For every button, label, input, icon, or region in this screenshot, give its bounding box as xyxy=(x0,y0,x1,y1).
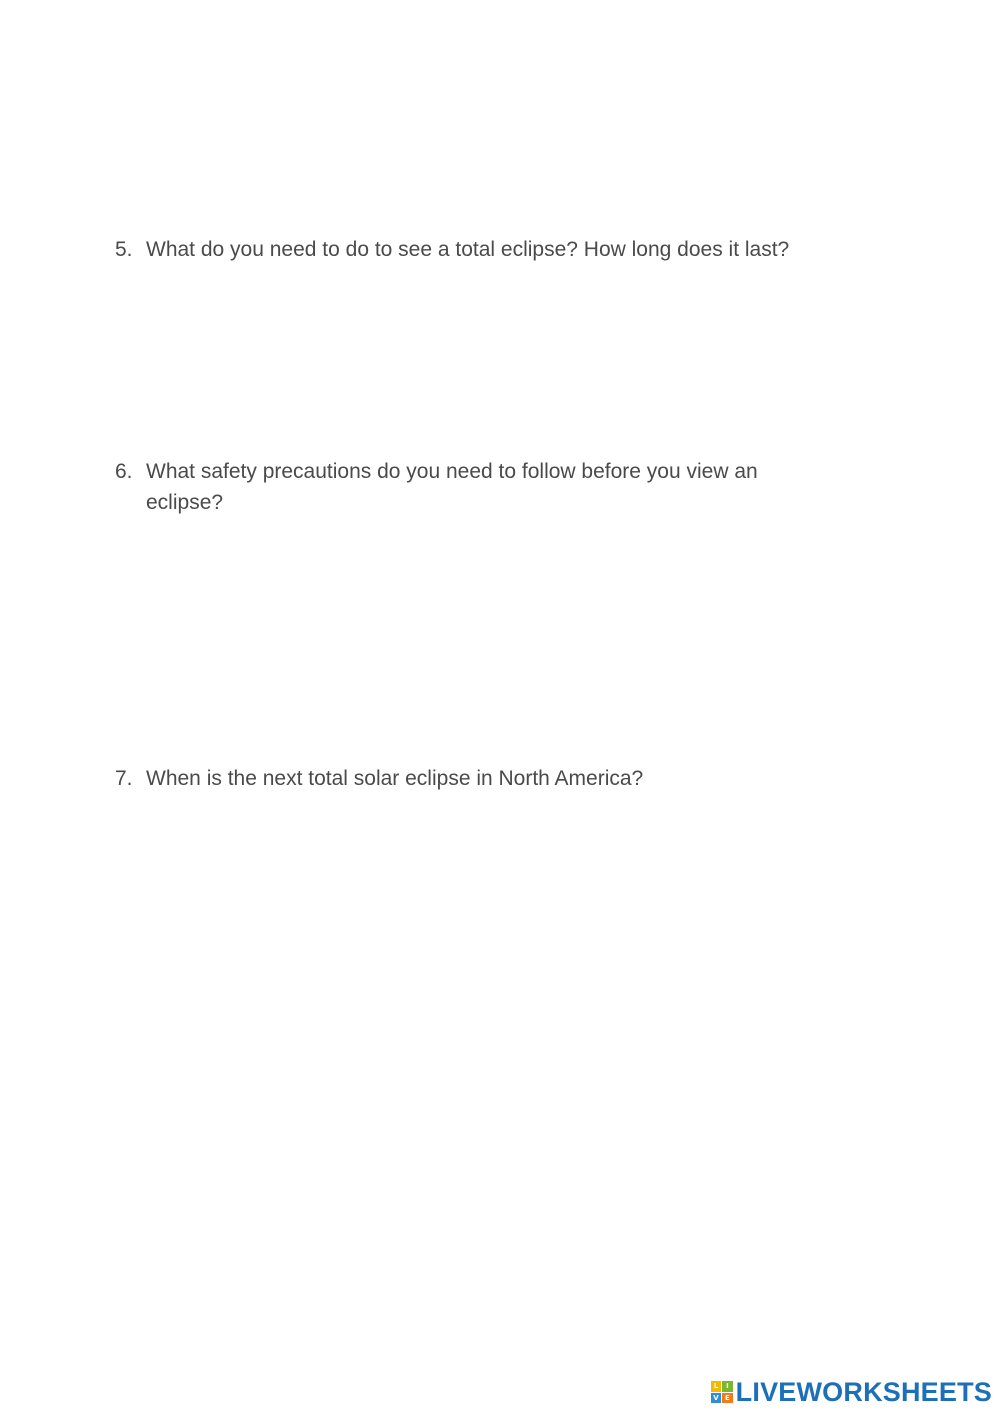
question-7 xyxy=(115,763,835,794)
logo-square: V xyxy=(711,1393,722,1404)
liveworksheets-logo-icon xyxy=(711,1381,733,1403)
question-5 xyxy=(115,234,835,265)
question-6 xyxy=(115,456,835,518)
question-text: What safety precautions do you need to follow before you view an eclipse? xyxy=(146,460,758,514)
question-text: What do you need to do to see a total eclipse? How long does it last? xyxy=(146,238,790,261)
watermark-text: LIVEWORKSHEETS xyxy=(735,1377,992,1407)
liveworksheets-watermark xyxy=(711,1379,992,1405)
question-number: 6. xyxy=(115,460,133,483)
question-number: 5. xyxy=(115,238,133,261)
logo-square: I xyxy=(722,1381,733,1392)
question-text: When is the next total solar eclipse in North America? xyxy=(146,767,644,790)
logo-square: L xyxy=(711,1381,722,1392)
logo-square: E xyxy=(722,1393,733,1404)
question-number: 7. xyxy=(115,767,133,790)
